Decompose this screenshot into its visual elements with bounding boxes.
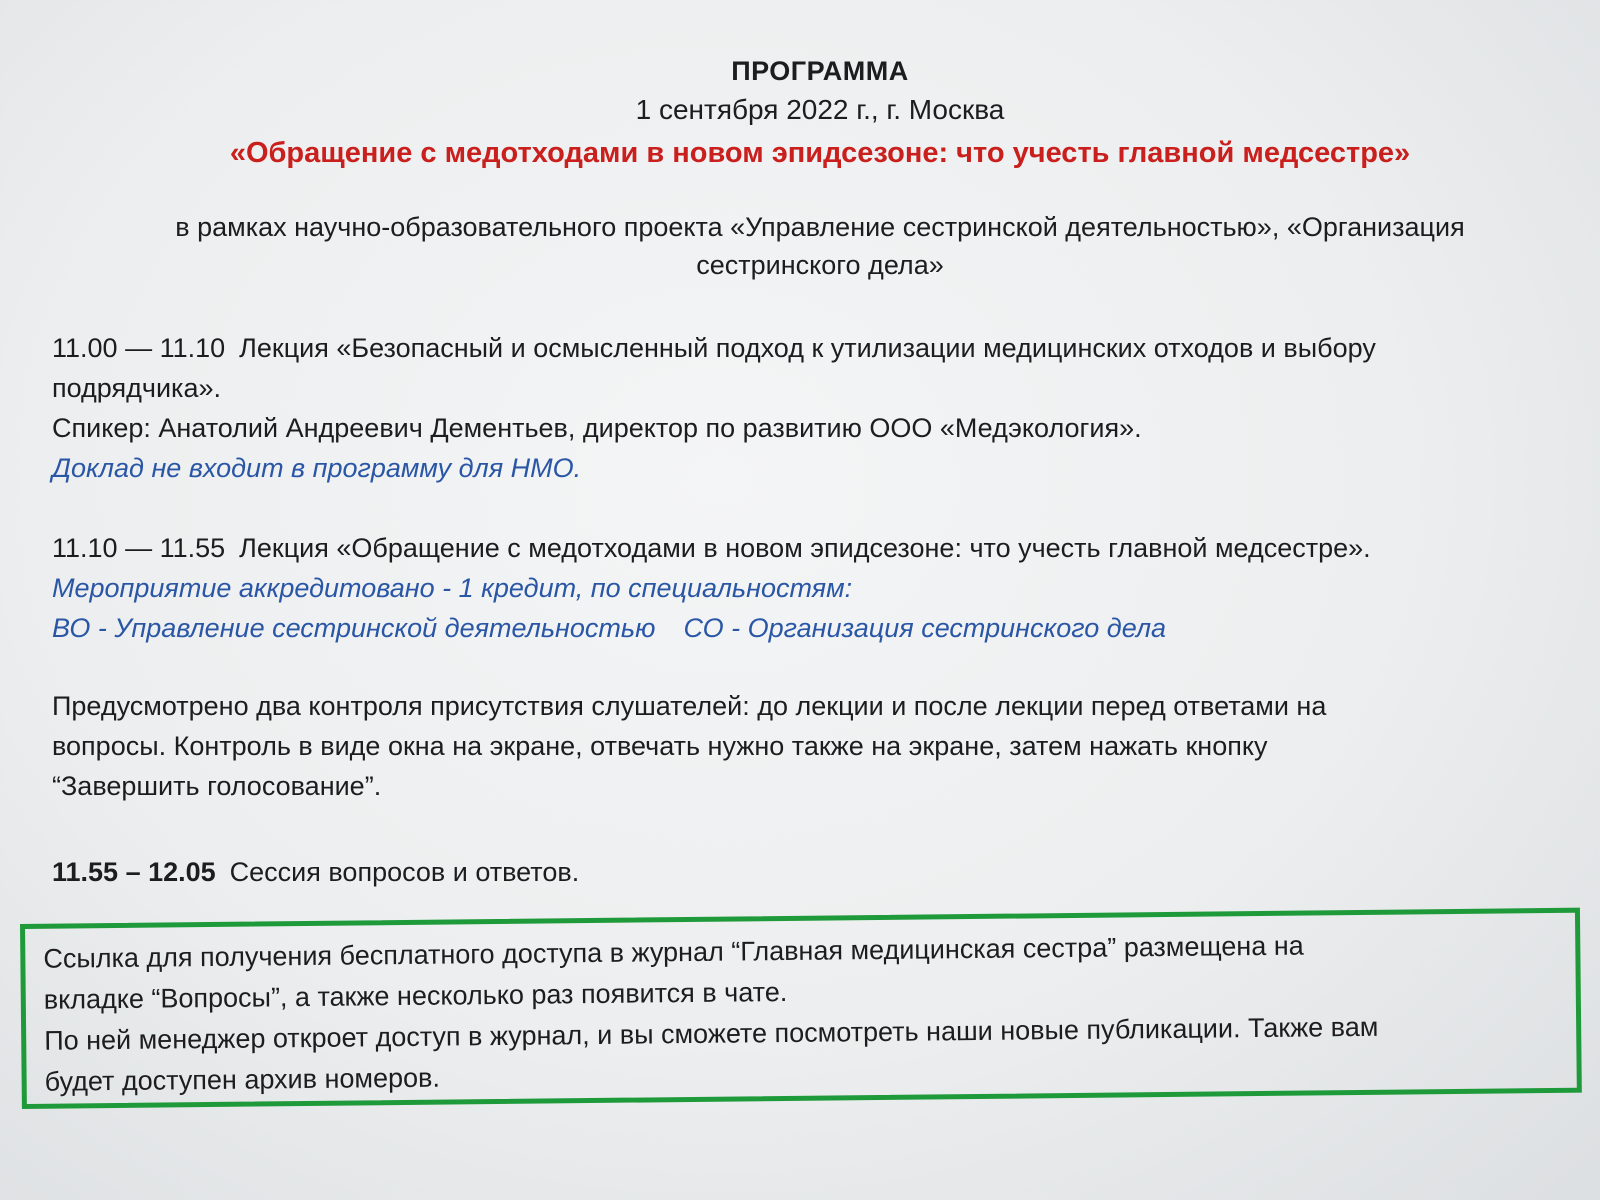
attendance-line: Предусмотрено два контроля присутствия слушателей: до лекции и после лекции перед ответами на: [52, 691, 1327, 721]
program-header: [0, 52, 1600, 176]
session-3-line: [52, 852, 1572, 892]
attendance-line: “Завершить голосование”.: [52, 771, 382, 801]
specialties: [52, 608, 1572, 648]
accreditation-note: Мероприятие аккредитовано - 1 кредит, по специальностям:: [52, 573, 853, 603]
attendance-line: вопросы. Контроль в виде окна на экране, отвечать нужно также на экране, затем нажать кнопку: [52, 731, 1268, 761]
event-title: «Обращение с медотходами в новом эпидсезоне: что учесть главной медсестре»: [229, 137, 1411, 169]
project-description: [60, 208, 1580, 284]
session-1-note: Доклад не входит в программу для НМО.: [52, 453, 582, 483]
specialty-vo: ВО - Управление сестринской деятельностью: [52, 613, 656, 643]
session-1-lecture: [52, 328, 1572, 368]
session-3: [52, 852, 1572, 892]
session-3-text: Сессия вопросов и ответов.: [229, 857, 580, 887]
journal-access-box: [20, 908, 1582, 1109]
info-box-line: Ссылка для получения бесплатного доступа в журнал “Главная медицинская сестра” размещена на: [43, 930, 1304, 974]
session-1-lecture-line: подрядчика».: [52, 373, 221, 403]
session-2-time: 11.10 — 11.55: [52, 533, 226, 563]
session-1-time: 11.00 — 11.10: [52, 333, 226, 363]
session-2-lecture-text: Лекция «Обращение с медотходами в новом эпидсезоне: что учесть главной медсестре».: [239, 533, 1371, 563]
session-1: [52, 328, 1572, 488]
info-box-line: По ней менеджер откроет доступ в журнал, и вы сможете посмотреть наши новые публикации. Также вам: [44, 1011, 1379, 1056]
session-2: [52, 528, 1572, 648]
info-box-line: вкладке “Вопросы”, а также несколько раз появится в чате.: [43, 976, 788, 1015]
attendance-control: [52, 686, 1572, 806]
specialty-so: СО - Организация сестринского дела: [683, 613, 1167, 643]
session-1-speaker: Спикер: Анатолий Андреевич Дементьев, директор по развитию ООО «Медэкология».: [52, 413, 1142, 443]
session-1-lecture-line: Лекция «Безопасный и осмысленный подход к утилизации медицинских отходов и выбору: [239, 333, 1376, 363]
info-box-line: будет доступен архив номеров.: [44, 1062, 441, 1097]
session-3-time: 11.55 – 12.05: [52, 857, 216, 887]
project-line: в рамках научно-образовательного проекта «Управление сестринской деятельностью», «Организация: [175, 212, 1465, 242]
session-2-lecture: [52, 528, 1572, 568]
program-title: ПРОГРАММА: [731, 56, 909, 86]
program-date-location: 1 сентября 2022 г., г. Москва: [635, 94, 1005, 125]
project-line: сестринского дела»: [696, 250, 944, 280]
